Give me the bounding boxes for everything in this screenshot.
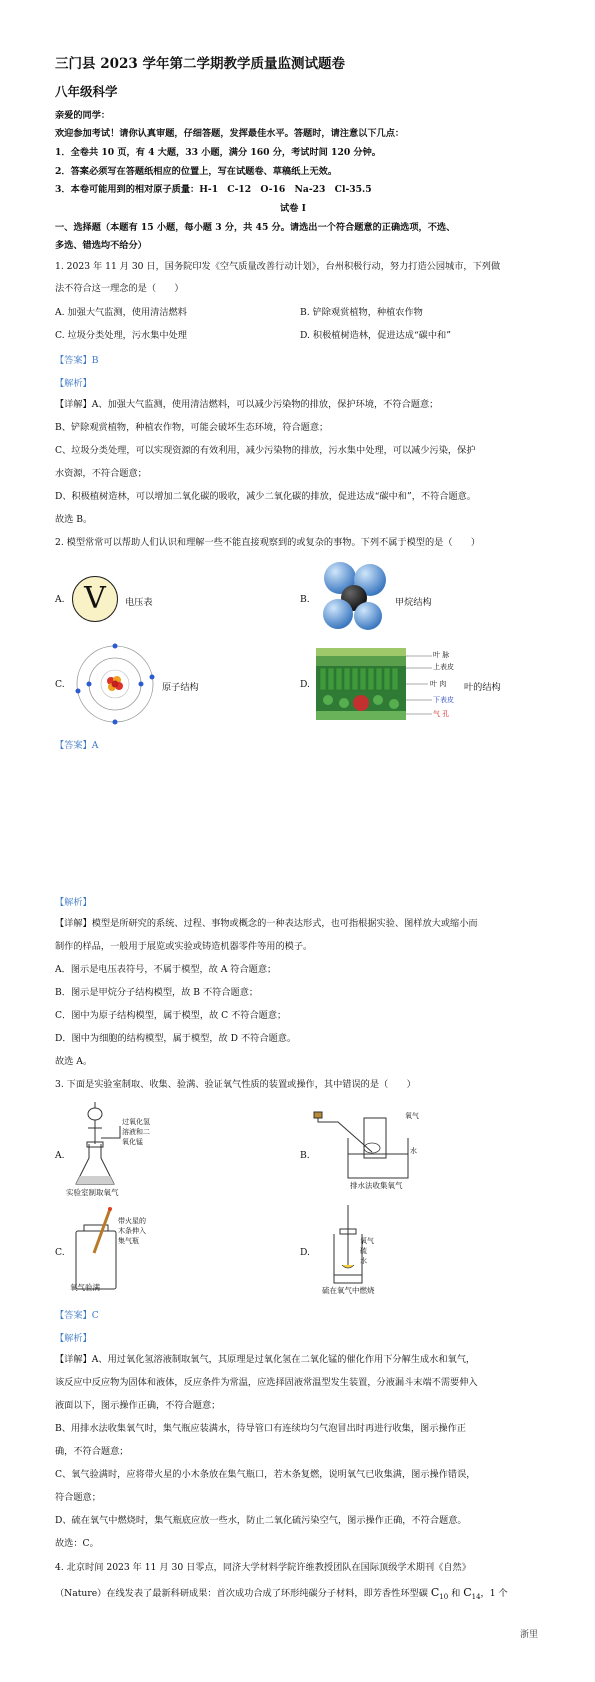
q3-option-a-letter: A. [55,1150,65,1161]
q1-analysis-label: 【解析】 [55,378,92,389]
q3-answer: 【答案】C [55,1310,99,1321]
q1-detail-4: 水资源，不符合题意； [55,468,147,479]
q1-answer: 【答案】B [55,355,99,366]
q3-option-d-letter: D. [300,1247,310,1258]
q2-option-a-caption: 电压表 [125,597,153,608]
q3-detail-8: D、硫在氧气中燃烧时，集气瓶底应放一些水，防止二氧化硫污染空气，图示操作正确，不符合题意。 [55,1515,467,1526]
section1-heading-cont: 多选、错选均不给分） [55,240,147,251]
q3-a-label-2: 溶液和二 [122,1128,150,1136]
leaf-structure-icon [316,648,406,720]
leaf-label-vein: 叶 脉 [433,651,450,659]
q1-option-d: D. 积极植树造林，促进达成“碳中和” [300,330,451,341]
q2-detail-4: B．图示是甲烷分子结构模型，故 B 不符合题意； [55,987,259,998]
q2-option-d-letter: D. [300,679,310,690]
q3-a-caption: 实验室制取氧气 [66,1188,119,1197]
leaf-label-mesophyll: 叶 肉 [430,680,447,688]
exam-title: 三门县 2023 学年第二学期教学质量监测试题卷 [55,56,345,72]
q1-detail-5: D、积极植树造林，可以增加二氧化碳的吸收，减少二氧化碳的排放，促进达成“碳中和”，不符合题意。 [55,491,477,502]
q3-b-label-oxygen: 氧气 [405,1112,419,1120]
methane-model-icon [318,560,390,632]
q2-detail-3: A．图示是电压表符号，不属于模型，故 A 符合题意； [55,964,277,975]
section1-heading: 一、选择题（本题有 15 小题，每小题 3 分，共 45 分。请选出一个符合题意的正确选项，不选、 [55,222,456,233]
intro-text: 欢迎参加考试！请你认真审题，仔细答题，发挥最佳水平。答题时，请注意以下几点： [55,128,405,139]
rule-1: 1．全卷共 10 页，有 4 大题，33 小题，满分 160 分，考试时间 120 分钟。 [55,147,381,158]
q3-d-label-water: 水 [360,1257,367,1265]
q3-analysis-label: 【解析】 [55,1333,92,1344]
q3-b-label-water: 水 [410,1147,417,1155]
q3-c-label-3: 集气瓶 [118,1237,139,1245]
grade-subject: 八年级科学 [55,84,118,99]
footer-watermark: 浙里 [520,1630,539,1640]
q3-c-label-1: 带火星的 [118,1217,146,1225]
formula-c10: $C_{10}$ [430,1586,449,1602]
q2-option-b-caption: 甲烷结构 [395,597,432,608]
q2-option-d-caption: 叶的结构 [464,682,501,693]
q1-option-a: A. 加强大气监测，使用清洁燃料 [55,307,187,318]
q3-a-label-3: 氧化锰 [122,1138,143,1146]
formula-c14: $C_{14}$ [463,1586,481,1602]
q2-option-b-letter: B. [300,594,310,605]
q1-option-c: C. 垃圾分类处理，污水集中处理 [55,330,187,341]
q2-stem: 2. 模型常常可以帮助人们认识和理解一些不能直接观察到的或复杂的事物。下列不属于模型的是（ ） [55,537,481,548]
voltmeter-symbol-icon: V [72,576,118,622]
oxygen-generator-apparatus-icon [70,1098,130,1198]
q3-detail-4: B、用排水法收集氧气时，集气瓶应装满水，待导管口有连续均匀气泡冒出时再进行收集，图示操作正 [55,1423,466,1434]
q2-detail-6: D．图中为细胞的结构模型，属于模型，故 D 不符合题意。 [55,1033,297,1044]
q2-option-c-letter: C. [55,679,65,690]
q4-stem: 4. 北京时间 2023 年 11 月 30 日零点，同济大学材料学院许维教授团队在国际顶级学术期刊《自然》 [55,1562,471,1573]
q3-a-label-1: 过氧化氢 [122,1118,150,1126]
q1-detail-1: 【详解】A、加强大气监测，使用清洁燃料，可以减少污染物的排放，保护环境，不符合题意； [55,399,439,410]
q2-option-a-letter: A. [55,594,65,605]
q3-detail-3: 液面以下，图示操作正确，不符合题意； [55,1400,221,1411]
q3-detail-7: 符合题意； [55,1492,101,1503]
q1-detail-6: 故选 B。 [55,514,93,525]
leaf-label-lower-epidermis: 下表皮 [433,696,454,704]
q1-stem-cont: 法不符合这一理念的是（ ） [55,283,184,294]
q3-detail-5: 确，不符合题意； [55,1446,129,1457]
atom-model-icon [74,643,156,725]
leaf-label-stoma: 气 孔 [433,710,450,718]
q3-option-b-letter: B. [300,1150,310,1161]
q4-stem-cont: （Nature）在线发表了最新科研成果：首次成功合成了环形纯碳分子材料，即芳香性环型碳 $C_{10}$ 和 $C_{14}$，1 个 [55,1586,508,1602]
leaf-label-upper-epidermis: 上表皮 [433,663,454,671]
q3-stem: 3. 下面是实验室制取、收集、验满、验证氧气性质的装置或操作，其中错误的是（ ） [55,1079,416,1090]
q3-b-caption: 排水法收集氧气 [350,1181,403,1190]
q3-detail-1: 【详解】A、用过氧化氢溶液制取氧气，其原理是过氧化氢在二氧化锰的催化作用下分解生成水和氧气， [55,1354,476,1365]
rule-2: 2．答案必须写在答题纸相应的位置上，写在试题卷、草稿纸上无效。 [55,166,338,177]
q1-detail-2: B、铲除观赏植物，种植农作物，可能会破坏生态环境，符合题意； [55,422,329,433]
q2-answer: 【答案】A [55,740,99,751]
q2-analysis-label: 【解析】 [55,897,92,908]
q3-d-caption: 硫在氧气中燃烧 [322,1286,375,1295]
rule-3: 3．本卷可能用到的相对原子质量：H-1 C-12 O-16 Na-23 Cl-35.5 [55,184,372,195]
q4-stem-text: （Nature）在线发表了最新科研成果：首次成功合成了环形纯碳分子材料，即芳香性环型碳 [55,1588,431,1599]
q3-c-caption: 氧气验满 [70,1283,100,1292]
q2-detail-1: 【详解】模型是所研究的系统、过程、事物或概念的一种表达形式，也可指根据实验、图样放大或缩小而 [55,918,478,929]
q3-c-label-2: 木条伸入 [118,1227,146,1235]
q3-d-label-sulfur: 硫 [360,1247,367,1255]
q3-d-label-oxygen: 氧气 [360,1237,374,1245]
q1-stem: 1. 2023 年 11 月 30 日，国务院印发《空气质量改善行动计划》，台州积极行动，努力打造公园城市，下列做 [55,261,501,272]
q3-detail-6: C、氧气验满时，应将带火星的小木条放在集气瓶口，若木条复燃，说明氧气已收集满，图示操作错误， [55,1469,476,1480]
paper-label: 试卷 I [280,203,306,214]
q2-option-c-caption: 原子结构 [162,682,199,693]
q1-option-b: B. 铲除观赏植物，种植农作物 [300,307,423,318]
q1-detail-3: C、垃圾分类处理，可以实现资源的有效利用，减少污染物的排放，污水集中处理，可以减少污染，保护 [55,445,476,456]
greeting: 亲爱的同学： [55,110,111,121]
q2-detail-7: 故选 A。 [55,1056,93,1067]
q3-option-c-letter: C. [55,1247,65,1258]
q2-detail-5: C．图中为原子结构模型，属于模型，故 C 不符合题意； [55,1010,287,1021]
q3-detail-9: 故选：C。 [55,1538,99,1549]
q3-detail-2: 该反应中反应物为固体和液体，反应条件为常温，应选择固液常温型发生装置，分液漏斗末端不需要伸入 [55,1377,478,1388]
q2-detail-2: 制作的样品，一般用于展览或实验或铸造机器零件等用的模子。 [55,941,313,952]
